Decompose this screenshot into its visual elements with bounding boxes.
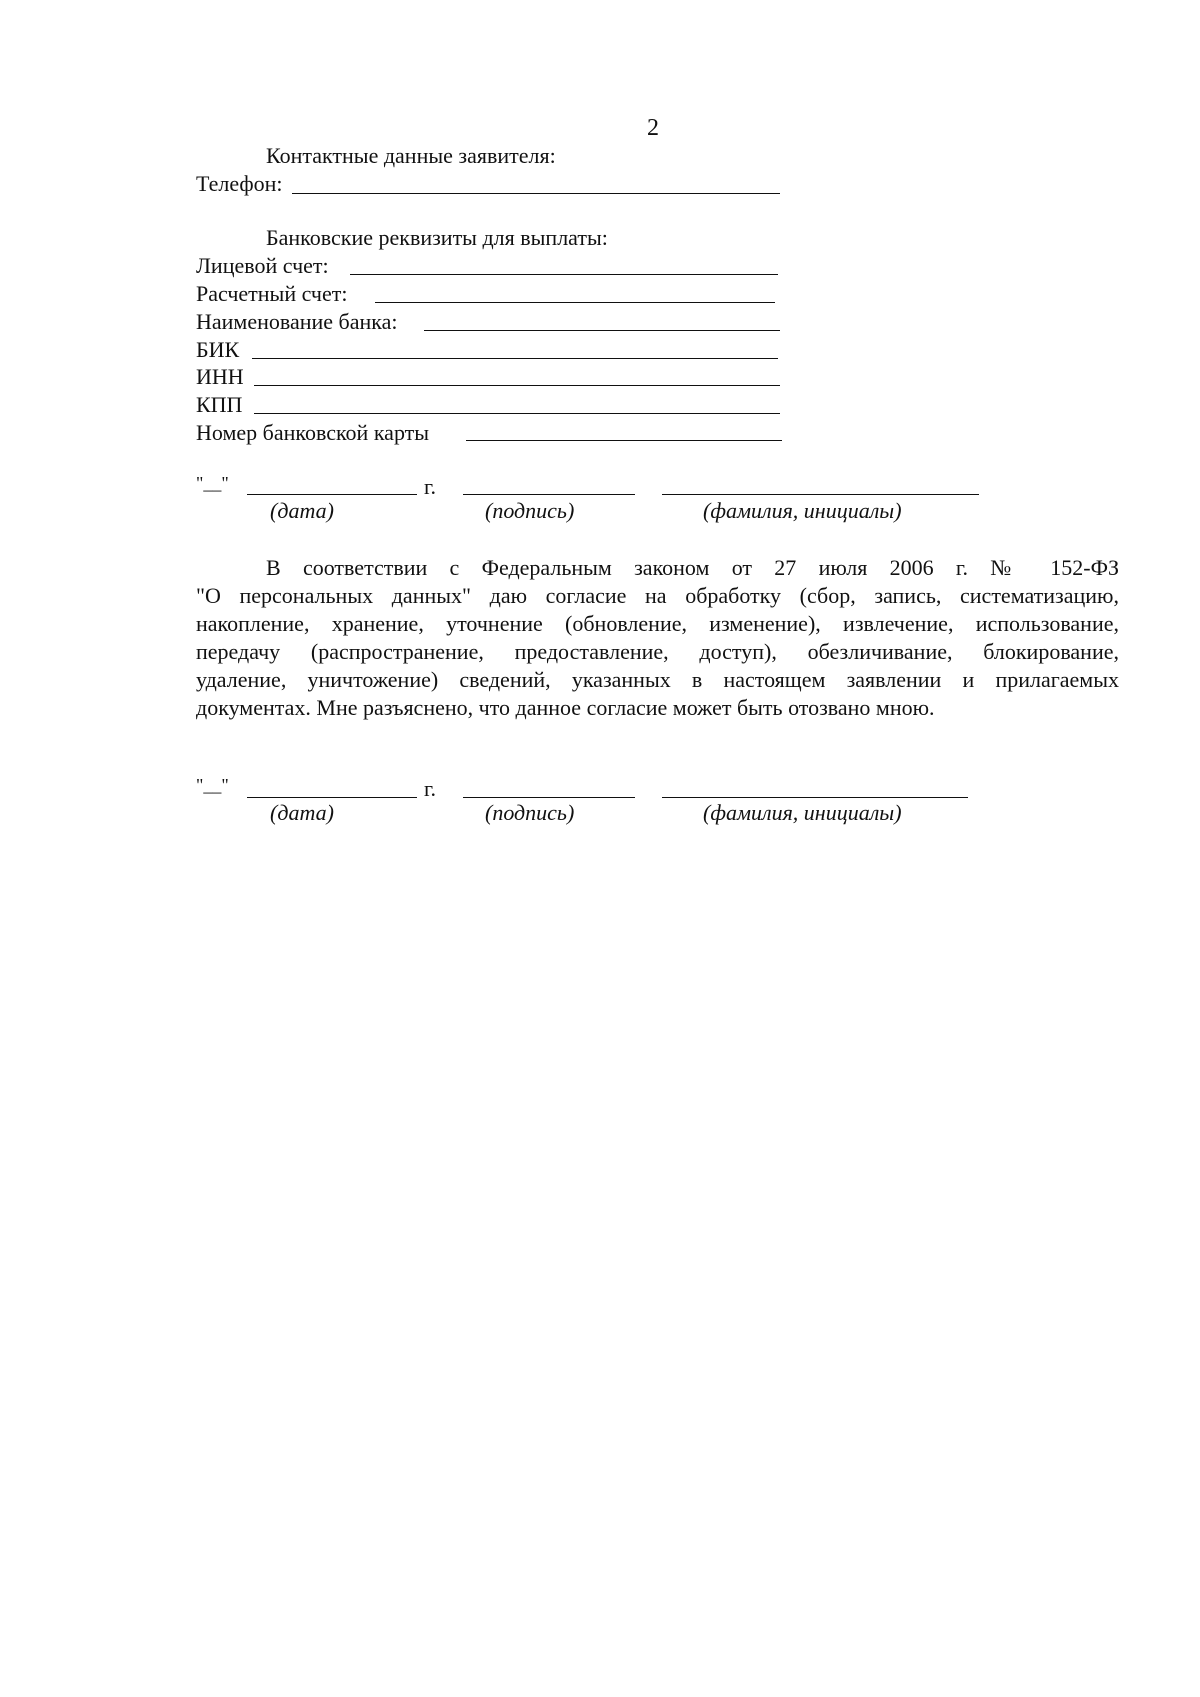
bank-field-inn-label: ИНН — [196, 364, 244, 389]
signature-sign-line-2[interactable] — [463, 797, 635, 798]
signature-sign-line-1[interactable] — [463, 494, 635, 495]
signature-date-quotes-1: "__" — [196, 473, 229, 493]
bank-field-bik-label: БИК — [196, 337, 240, 362]
name-caption-1: (фамилия, инициалы) — [703, 498, 902, 523]
signature-date-quotes-2: "__" — [196, 775, 229, 795]
bank-field-kpp-line[interactable] — [254, 413, 780, 414]
bank-field-kpp-label: КПП — [196, 392, 243, 417]
signature-name-line-2[interactable] — [662, 797, 968, 798]
contacts-heading: Контактные данные заявителя: — [266, 143, 556, 168]
bank-field-account-label: Лицевой счет: — [196, 253, 329, 278]
bank-heading: Банковские реквизиты для выплаты: — [266, 225, 608, 250]
signature-year-1: г. — [424, 474, 437, 499]
phone-label: Телефон: — [196, 171, 283, 196]
signature-caption-2: (подпись) — [485, 800, 575, 825]
page-number: 2 — [647, 115, 659, 141]
signature-caption-1: (подпись) — [485, 498, 575, 523]
signature-date-line-2[interactable] — [247, 797, 417, 798]
consent-line: документах. Мне разъяснено, что данное согласие может быть отозвано мною. — [196, 695, 935, 720]
bank-field-name-line[interactable] — [424, 330, 780, 331]
name-caption-2: (фамилия, инициалы) — [703, 800, 902, 825]
consent-line: В соответствии с Федеральным законом от 27 июля 2006 г. № 152-ФЗ — [266, 555, 1119, 580]
bank-field-account-line[interactable] — [350, 274, 778, 275]
bank-field-inn-line[interactable] — [254, 385, 780, 386]
signature-name-line-1[interactable] — [662, 494, 979, 495]
consent-line: передачу (распространение, предоставление, доступ), обезличивание, блокирование, — [196, 639, 1119, 664]
signature-year-2: г. — [424, 776, 437, 801]
consent-paragraph — [196, 554, 1119, 722]
date-caption-2: (дата) — [270, 800, 334, 825]
signature-date-line-1[interactable] — [247, 494, 417, 495]
consent-line: "О персональных данных" даю согласие на обработку (сбор, запись, систематизацию, — [196, 583, 1119, 608]
consent-line: удаление, уничтожение) сведений, указанных в настоящем заявлении и прилагаемых — [196, 667, 1119, 692]
bank-field-card-label: Номер банковской карты — [196, 420, 430, 445]
date-caption-1: (дата) — [270, 498, 334, 523]
bank-field-name-label: Наименование банка: — [196, 309, 398, 334]
bank-field-bik-line[interactable] — [252, 358, 778, 359]
consent-line: накопление, хранение, уточнение (обновление, изменение), извлечение, использование, — [196, 611, 1119, 636]
bank-field-settlement-label: Расчетный счет: — [196, 281, 348, 306]
phone-field-line[interactable] — [292, 193, 780, 194]
bank-field-settlement-line[interactable] — [375, 302, 775, 303]
bank-field-card-line[interactable] — [466, 440, 782, 441]
